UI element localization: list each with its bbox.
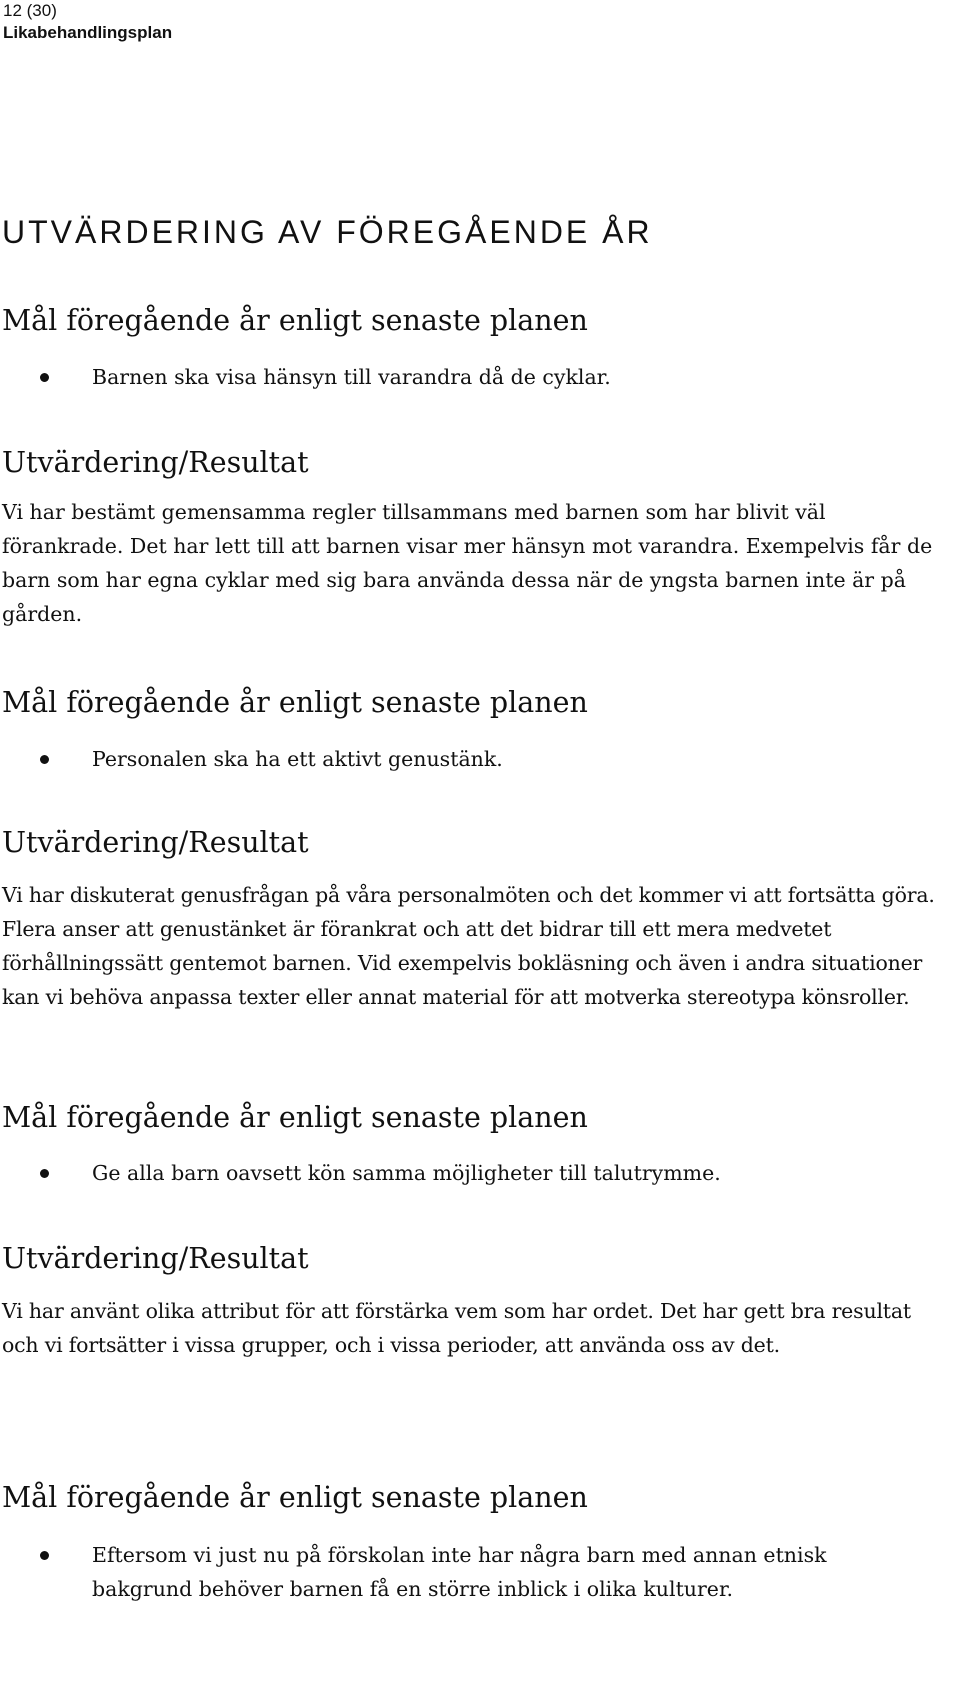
result-heading: Utvärdering/Resultat <box>2 1242 309 1275</box>
goal-item: Personalen ska ha ett aktivt genustänk. <box>0 742 932 776</box>
goal-list <box>0 1538 932 1606</box>
goal-heading: Mål föregående år enligt senaste planen <box>2 686 588 719</box>
result-heading: Utvärdering/Resultat <box>2 446 309 479</box>
result-text: Vi har använt olika attribut för att förstärka vem som har ordet. Det har gett bra resultat och vi fortsätter i vissa grupper, och i vissa perioder, att använda oss av det. <box>2 1299 911 1357</box>
goal-heading: Mål föregående år enligt senaste planen <box>2 1101 588 1134</box>
result-heading: Utvärdering/Resultat <box>2 826 309 859</box>
goal-heading: Mål föregående år enligt senaste planen <box>2 1481 588 1514</box>
goal-item: Barnen ska visa hänsyn till varandra då de cyklar. <box>0 360 932 394</box>
page-header <box>3 0 172 44</box>
page-number: 12 (30) <box>3 1 57 20</box>
goal-item: Ge alla barn oavsett kön samma möjligheter till talutrymme. <box>0 1156 932 1190</box>
result-text: Vi har bestämt gemensamma regler tillsammans med barnen som har blivit väl förankrade. Det har lett till att barnen visar mer hänsyn mot varandra. Exempelvis får de barn som har egna cyklar med sig bara använda dessa när de yngsta barnen inte är på gården. <box>2 500 933 626</box>
goal-list <box>0 742 932 776</box>
document-title: Likabehandlingsplan <box>3 23 173 42</box>
goal-list <box>0 360 932 394</box>
goal-heading: Mål föregående år enligt senaste planen <box>2 304 588 337</box>
goal-list <box>0 1156 932 1190</box>
result-text: Vi har diskuterat genusfrågan på våra personalmöten och det kommer vi att fortsätta göra. Flera anser att genustänket är förankrat och att det bidrar till ett mera medvetet förhållningssätt gentemot barnen. Vid exempelvis bokläsning och även i andra situationer kan vi behöva anpassa texter eller annat material för att motverka stereotypa könsroller. <box>2 883 935 1009</box>
goal-item: Eftersom vi just nu på förskolan inte har några barn med annan etnisk bakgrund behöver barnen få en större inblick i olika kulturer. <box>0 1538 932 1606</box>
section-title: UTVÄRDERING AV FÖREGÅENDE ÅR <box>2 214 653 250</box>
